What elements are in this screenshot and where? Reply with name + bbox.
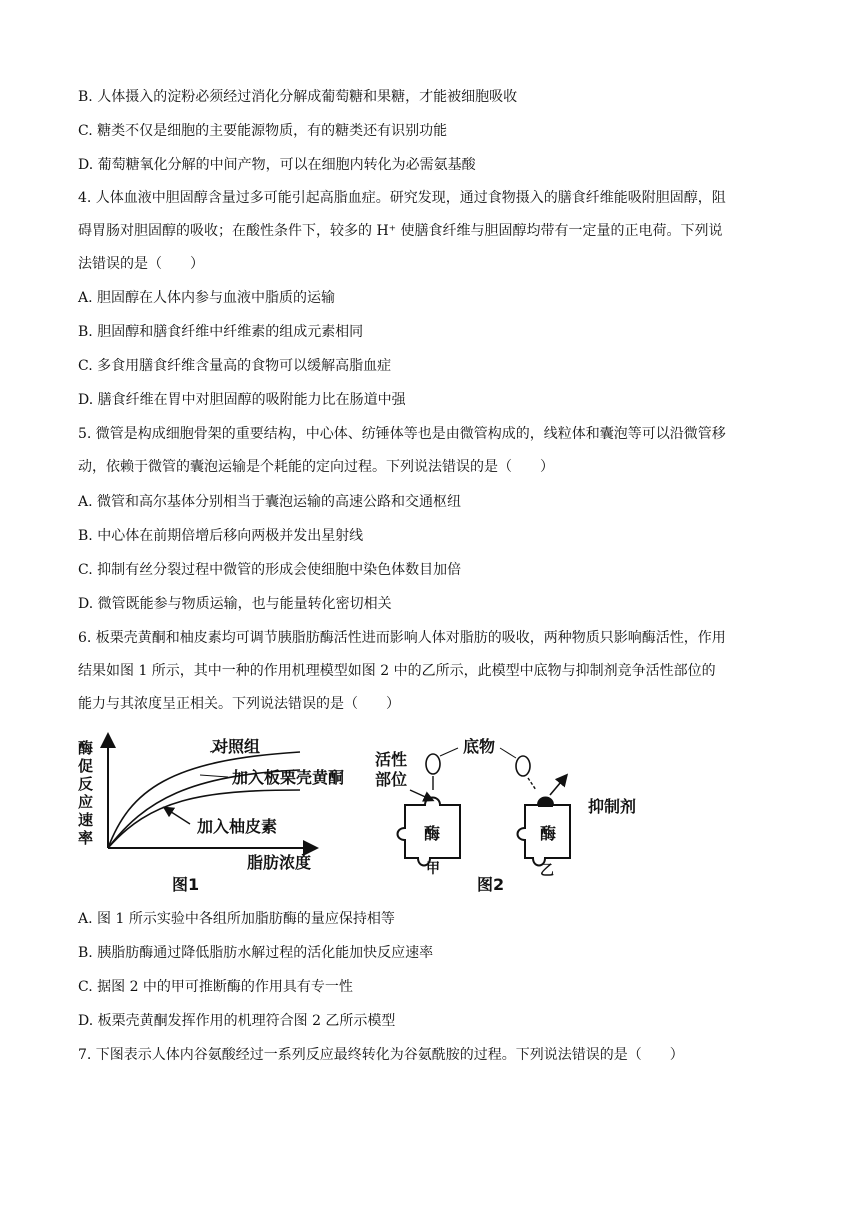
model-b-label: 乙 xyxy=(540,863,554,879)
figure2-caption: 图2 xyxy=(477,875,505,894)
label-naringenin: 加入柚皮素 xyxy=(197,817,278,836)
text-line: 动，依赖于微管的囊泡运输是个耗能的定向过程。下列说法错误的是（ ） xyxy=(78,459,554,475)
text-line: C. 多食用膳食纤维含量高的食物可以缓解高脂血症 xyxy=(78,358,392,374)
enzyme-a-label: 酶 xyxy=(424,824,441,843)
text-line: D. 膳食纤维在胃中对胆固醇的吸附能力比在肠道中强 xyxy=(78,392,406,408)
text-line: 7. 下图表示人体内谷氨酸经过一系列反应最终转化为谷氨酰胺的过程。下列说法错误的是（ ） xyxy=(78,1047,684,1063)
text-line: A. 图 1 所示实验中各组所加脂肪酶的量应保持相等 xyxy=(78,911,395,927)
substrate-b xyxy=(516,756,530,776)
figure-1 xyxy=(76,736,344,894)
text-line: 结果如图 1 所示，其中一种的作用机理模型如图 2 中的乙所示，此模型中底物与抑制剂竞争活性部位的 xyxy=(78,663,716,679)
text-line: B. 胰脂肪酶通过降低脂肪水解过程的活化能加快反应速率 xyxy=(78,945,434,961)
text-line: A. 胆固醇在人体内参与血液中脂质的运输 xyxy=(78,290,336,306)
figure2-inhibitor: 抑制剂 xyxy=(588,797,637,816)
text-line: 碍胃肠对胆固醇的吸收；在酸性条件下，较多的 H⁺ 使膳食纤维与胆固醇均带有一定量的正电荷。下列说 xyxy=(78,223,723,239)
figure1-ylabel: 酶促反应速率 xyxy=(76,740,94,848)
pointer-naringenin xyxy=(165,808,190,824)
label-chestnut: 加入板栗壳黄酮 xyxy=(232,768,345,787)
figure1-caption: 图1 xyxy=(172,875,200,894)
text-line: 5. 微管是构成细胞骨架的重要结构，中心体、纺锤体等也是由微管构成的，线粒体和囊泡等可以沿微管移 xyxy=(78,426,726,442)
figure1-xlabel: 脂肪浓度 xyxy=(247,853,312,872)
pointer-substrate-b xyxy=(500,748,516,758)
figure-2 xyxy=(375,737,636,894)
pointer-active-site xyxy=(410,790,432,800)
figure2-active-site: 活性部位 xyxy=(375,750,408,789)
model-a-label: 甲 xyxy=(426,861,440,877)
text-line: B. 胆固醇和膳食纤维中纤维素的组成元素相同 xyxy=(78,324,364,340)
text-line: B. 中心体在前期倍增后移向两极并发出星射线 xyxy=(78,528,364,544)
text-line: 法错误的是（ ） xyxy=(78,256,204,272)
text-line: C. 据图 2 中的甲可推断酶的作用具有专一性 xyxy=(78,979,353,995)
text-line: C. 抑制有丝分裂过程中微管的形成会使细胞中染色体数目加倍 xyxy=(78,562,462,578)
text-line: 能力与其浓度呈正相关。下列说法错误的是（ ） xyxy=(78,696,400,712)
text-line: D. 微管既能参与物质运输，也与能量转化密切相关 xyxy=(78,596,392,612)
enzyme-b-label: 酶 xyxy=(540,824,557,843)
text-line: C. 糖类不仅是细胞的主要能源物质，有的糖类还有识别功能 xyxy=(78,123,448,139)
text-line: D. 板栗壳黄酮发挥作用的机理符合图 2 乙所示模型 xyxy=(78,1013,396,1029)
text-line: D. 葡萄糖氧化分解的中间产物，可以在细胞内转化为必需氨基酸 xyxy=(78,157,476,173)
substrate-a xyxy=(426,754,440,774)
text-line: A. 微管和高尔基体分别相当于囊泡运输的高速公路和交通枢纽 xyxy=(78,494,462,510)
pointer-substrate-a xyxy=(440,748,458,756)
text-line: 6. 板栗壳黄酮和柚皮素均可调节胰脂肪酶活性进而影响人体对脂肪的吸收，两种物质只影响酶活性，作用 xyxy=(78,630,726,646)
text-line: B. 人体摄入的淀粉必须经过消化分解成葡萄糖和果糖，才能被细胞吸收 xyxy=(78,89,518,105)
pointer-inhibitor xyxy=(550,776,566,795)
text-line: 4. 人体血液中胆固醇含量过多可能引起高脂血症。研究发现，通过食物摄入的膳食纤维能吸附胆固醇，阻 xyxy=(78,190,726,206)
label-control: 对照组 xyxy=(212,737,261,756)
pointer-chestnut xyxy=(200,775,228,777)
substrate-b-dash xyxy=(528,778,536,790)
figure2-substrate: 底物 xyxy=(463,737,496,756)
